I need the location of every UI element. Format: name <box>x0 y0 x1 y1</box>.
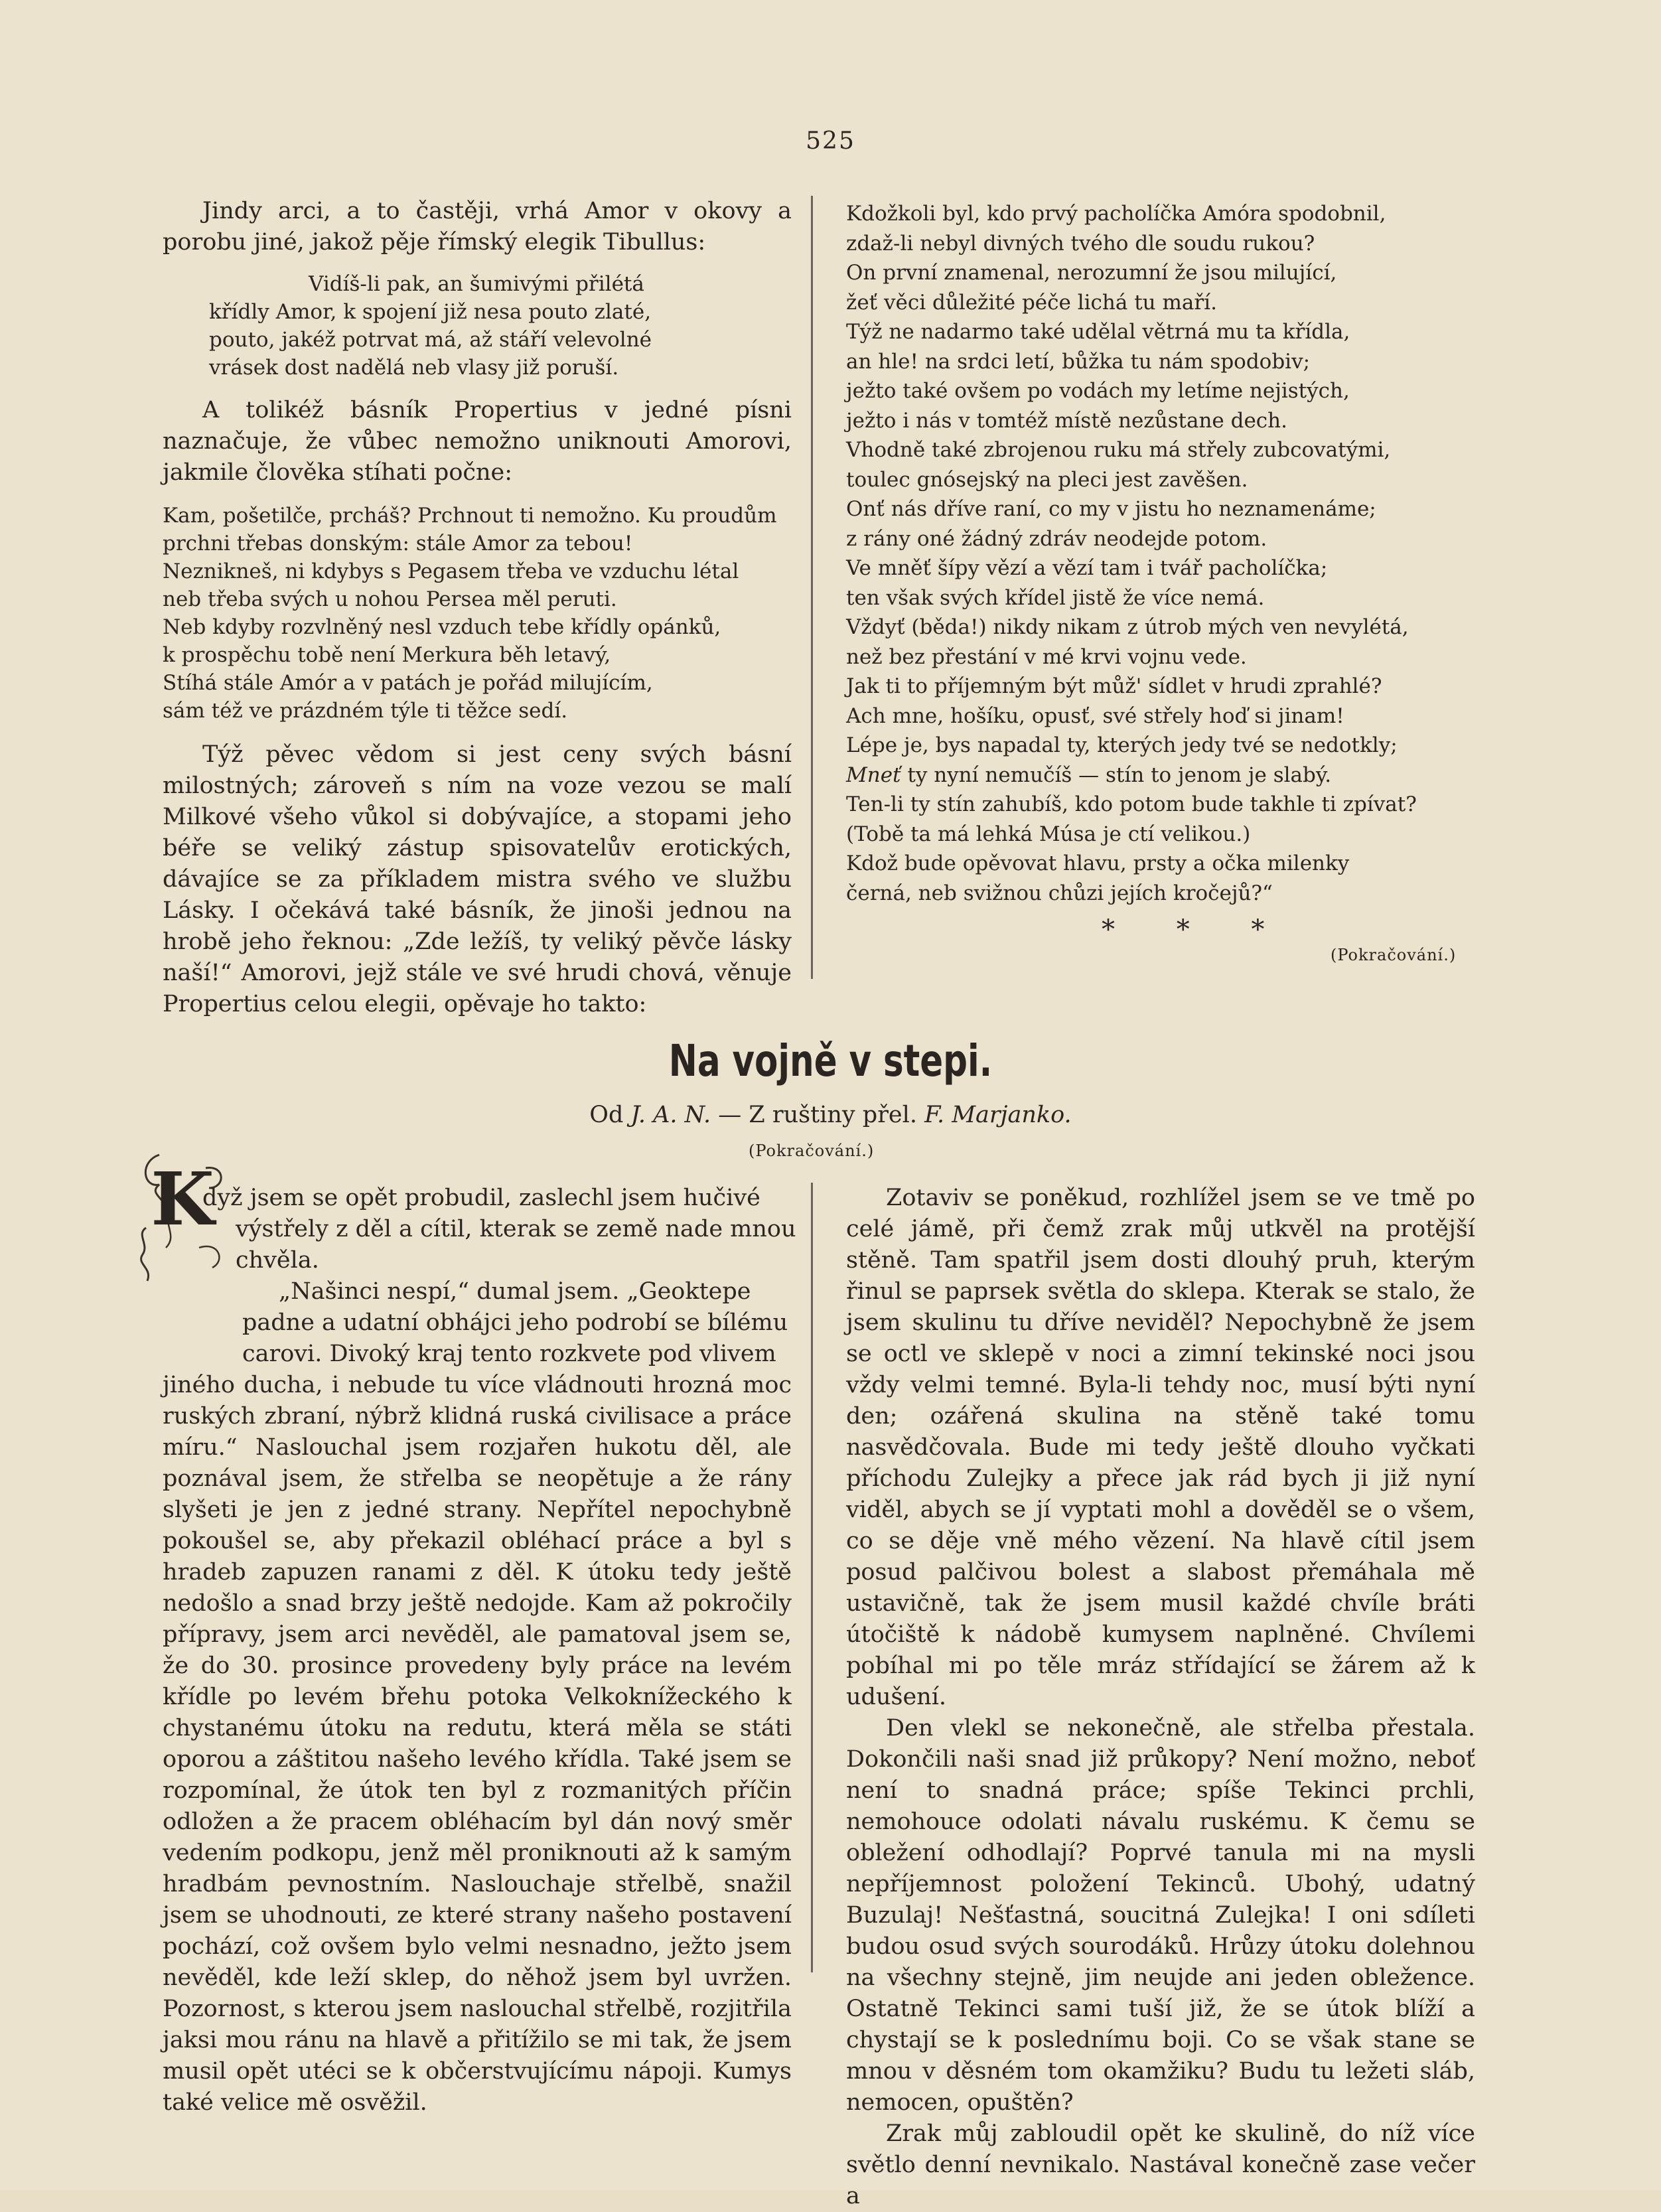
verse-line: Ve mněť šípy vězí a vězí tam i tvář pacholíčka; <box>846 556 1328 580</box>
verse-line: Lépe je, bys napadal ty, kterých jedy tvé se nedotkly; <box>846 733 1398 757</box>
article-title: Na vojně v stepi. <box>668 1035 993 1086</box>
verse-line: Onť nás dříve raní, co my v jistu ho neznamenáme; <box>846 497 1376 521</box>
paragraph-propertius-elegy: Týž pěvec vědom si jest ceny svých básní milostných; zároveň s ním na voze vezou se malí Milkové všeho vůkol si dobývajíce, a stopami jeho béře se veliký zástup spisovatelův erotických, dávajíce se za příkladem mistra svého ve službu Lásky. I očekává také básník, že jinoši jednou na hrobě jeho řeknou: „Zde ležíš, ty veliký pěvče lásky naší!“ Amorovi, jejž stále ve své hrudi chová, věnuje Propertius celou elegii, opěvaje ho takto: <box>163 741 792 1017</box>
dropcap-lines <box>163 1183 796 1276</box>
verse-line: Mneť ty nyní nemučíš — stín to jenom je slabý. <box>846 763 1332 787</box>
dropcap-letter: K <box>151 1156 214 1242</box>
verse-line: an hle! na srdci letí, bůžka tu nám spodobiv; <box>846 349 1311 374</box>
paragraph: Zotaviv se poněkud, rozhlížel jsem se ve tmě po celé jámě, při čemž zrak můj utkvěl na protější stěně. Tam spatřil jsem dosti dlouhý pruh, kterým řinul se paprsek světla do sklepa. Kterak se stalo, že jsem skulinu tu dříve neviděl? Nepochybně že jsem se octl ve sklepě v noci a zimní tekinské noci jsou vždy velmi temné. Byla-li tehdy noc, musí býti nyní den; ozářená skulina na stěně také tomu nasvědčovala. Bude mi tedy ještě dlouho vyčkati příchodu Zulejky a přece jak rád bych ji již nyní viděl, abych se jí vyptati mohl a dověděl se o všem, co se děje vně mého vězení. Na hlavě cítil jsem posud palčivou bolest a slabost přemáhala mě ustavičně, tak že jsem musil každé chvíle bráti útočiště k nádobě kumysem naplněné. Chvílemi pobíhal mi po těle mráz střídající se žárem až k udušení. <box>846 1185 1475 1710</box>
text-line: výstřely z děl a cítil, kterak se země nade mnou <box>236 1216 796 1242</box>
verse-line: Vhodně také zbrojenou ruku má střely zubcovatými, <box>846 438 1391 462</box>
article-byline <box>0 1102 1661 1128</box>
verse-line: Ten-li ty stín zahubíš, kdo potom bude takhle ti zpívat? <box>846 792 1417 816</box>
verse-line: prchni třebas donským: stále Amor za tebou! <box>163 532 633 555</box>
verse-line: pouto, jakéž potrvat má, až stáří velevolné <box>209 328 652 352</box>
verse-line: neb třeba svých u nohou Persea měl peruti. <box>163 587 617 611</box>
verse-tibullus <box>209 270 792 382</box>
paragraph: Zrak můj zabloudil opět ke skulině, do níž více světlo denní nevnikalo. Nastával konečně zase večer a <box>846 2120 1475 2209</box>
verse-line: Jak ti to příjemným být můž' sídlet v hrudi zprahlé? <box>846 674 1382 698</box>
text-line: padne a udatní obhájci jeho podrobí se bílému <box>242 1309 788 1336</box>
verse-line: než bez přestání v mé krvi vojnu vede. <box>846 644 1247 669</box>
verse-line: Stíhá stále Amór a v patách je pořád milujícím, <box>163 671 653 695</box>
column-rule-top <box>811 196 813 979</box>
text-line: dyž jsem se opět probudil, zaslechl jsem hučivé <box>202 1185 760 1211</box>
top-left-column <box>163 196 792 1020</box>
byline-translator: F. Marjanko. <box>924 1102 1072 1128</box>
verse-line: ježto také ovšem po vodách my letíme nejistých, <box>846 379 1350 403</box>
verse-line: černá, neb svižnou chůzi jejích kročejů?“ <box>846 881 1273 905</box>
verse-line: zdaž-li nebyl divných tvého dle soudu rukou? <box>846 231 1315 256</box>
verse-line: vrásek dost nadělá neb vlasy již poruší. <box>209 356 619 380</box>
verse-line: Neb kdyby rozvlněný nesl vzduch tebe křídly opánků, <box>163 615 721 639</box>
verse-line: Neznikneš, ni kdybys s Pegasem třeba ve vzduchu létal <box>163 559 739 583</box>
verse-line: Týž ne nadarmo také udělal větrná mu ta křídla, <box>846 320 1350 344</box>
paragraph: Den vlekl se nekonečně, ale střelba přestala. Dokončili naši snad již průkopy? Není možno, neboť není to snadná práce; spíše Tekinci prchli, nemohouce odolati návalu ruskému. K čemu se obležení odhodlají? Poprvé tanula mi na mysli nepříjemnost položení Tekinců. Ubohý, udatný Buzulaj! Nešťastná, soucitná Zulejka! I oni sdíleti budou osud svých sourodáků. Hrůzy útoku dolehnou na všechny stejně, jim neujde ani jeden obležence. Ostatně Tekinci sami tuší již, že se útok blíží a chystají se k poslednímu boji. Co se však stane se mnou v děsném tom okamžiku? Budu tu ležeti sláb, nemocen, opuštěn? <box>846 1715 1475 2116</box>
continued-note-article: (Pokračování.) <box>749 1142 875 1160</box>
verse-line: křídly Amor, k spojení již nesa pouto zlaté, <box>209 300 652 324</box>
byline-prefix: Od <box>589 1102 624 1128</box>
paragraph-body: jiného ducha, i nebude tu více vládnouti hrozná moc ruských zbraní, nýbrž klidná ruská civilisace a práce míru.“ Naslouchal jsem rozjařen hukotu děl, ale poznával jsem, že střelba se neopětuje a že rány slyšeti je jen z jedné strany. Nepřítel nepochybně pokoušel se, aby překazil obléhací práce a byl s hradeb zapuzen ranami z děl. K útoku tedy ještě nedošlo a snad brzy ještě nedojde. Kam až pokročily přípravy, jsem arci nevěděl, ale pamatoval jsem se, že do 30. prosince provedeny byly práce na levém křídle po levém břehu potoka Velkoknížeckého k chystanému útoku na redutu, která měla se státi oporou a záštitou našeho levého křídla. Také jsem se rozpomínal, že útok ten byl z rozmanitých příčin odložen a že pracem obléhacím byl dán nový směr vedením podkopu, jenž měl proniknouti až k samým hradbám pevnostním. Naslouchaje střelbě, snažil jsem se uhodnouti, ze které strany našeho postavení pochází, což ovšem bylo velmi nesnadno, ježto jsem nevěděl, kde leží sklep, do něhož jsem byl uvržen. Pozornost, s kterou jsem naslouchal střelbě, rozjitřila jaksi mou ránu na hlavě a přitížilo se mi tak, že jsem musil opět utéci se k občerstvujícímu nápoji. Kumys také velice mě osvěžil. <box>163 1372 792 2116</box>
verse-line: toulec gnósejský na pleci jest zavěšen. <box>846 467 1248 492</box>
verse-line: Kdož bude opěvovat hlavu, prsty a očka milenky <box>846 851 1350 875</box>
bottom-right-column <box>846 1183 1475 2212</box>
column-rule-bottom <box>811 1183 813 1972</box>
italic-word: Mneť <box>846 763 901 787</box>
verse-line: k prospěchu tobě není Merkura běh letavý, <box>163 643 611 667</box>
quote-line: „Našinci nespí,“ dumal jsem. „Geoktepe <box>279 1278 751 1305</box>
section-stars: * * * <box>1102 915 1291 945</box>
text-line: chvěla. <box>236 1247 319 1274</box>
top-right-column <box>846 199 1510 908</box>
byline-author: J. A. N. <box>630 1102 711 1128</box>
bottom-left-column <box>163 1183 796 2118</box>
text-line: carovi. Divoký kraj tento rozkvete pod vlivem <box>242 1341 776 1367</box>
paragraph-propertius-intro: A tolikéž básník Propertius v jedné písni naznačuje, že vůbec nemožno uniknouti Amorovi, jakmile člověka stíhati počne: <box>163 397 792 486</box>
verse-line: ten však svých křídel jistě že více nemá. <box>846 585 1265 610</box>
verse-line: z rány oné žádný zdráv neodejde potom. <box>846 526 1267 551</box>
verse-line: Vždyť (běda!) nikdy nikam z útrob mých ven nevylétá, <box>846 615 1409 639</box>
continued-note-top: (Pokračování.) <box>1331 946 1457 964</box>
byline-middle: — Z ruštiny přel. <box>718 1102 917 1128</box>
verse-line: Kam, pošetilče, prcháš? Prchnout ti nemožno. Ku proudům <box>163 504 777 528</box>
verse-line: Ach mne, hošíku, opusť, své střely hoď si jinam! <box>846 703 1344 728</box>
verse-line: Kdožkoli byl, kdo prvý pacholíčka Amóra spodobnil, <box>846 202 1386 226</box>
verse-line: Vidíš-li pak, an šumivými přilétá <box>309 272 644 296</box>
verse-line: ježto i nás v tomtéž místě nezůstane dech. <box>846 408 1287 433</box>
verse-line: (Tobě ta má lehká Músa je ctí velikou.) <box>846 822 1251 846</box>
page-number: 525 <box>806 127 855 155</box>
verse-line: On první znamenal, nerozumní že jsou milující, <box>846 261 1337 285</box>
paragraph-tibullus-intro: Jindy arci, a to častěji, vrhá Amor v okovy a porobu jiné, jakož pěje římský elegik Tibullus: <box>163 198 792 256</box>
verse-line: žeť věci důležité péče lichá tu maří. <box>846 290 1217 315</box>
verse-line: sám též ve prázdném týle ti těžce sedí. <box>163 699 568 723</box>
verse-propertius <box>163 502 792 725</box>
